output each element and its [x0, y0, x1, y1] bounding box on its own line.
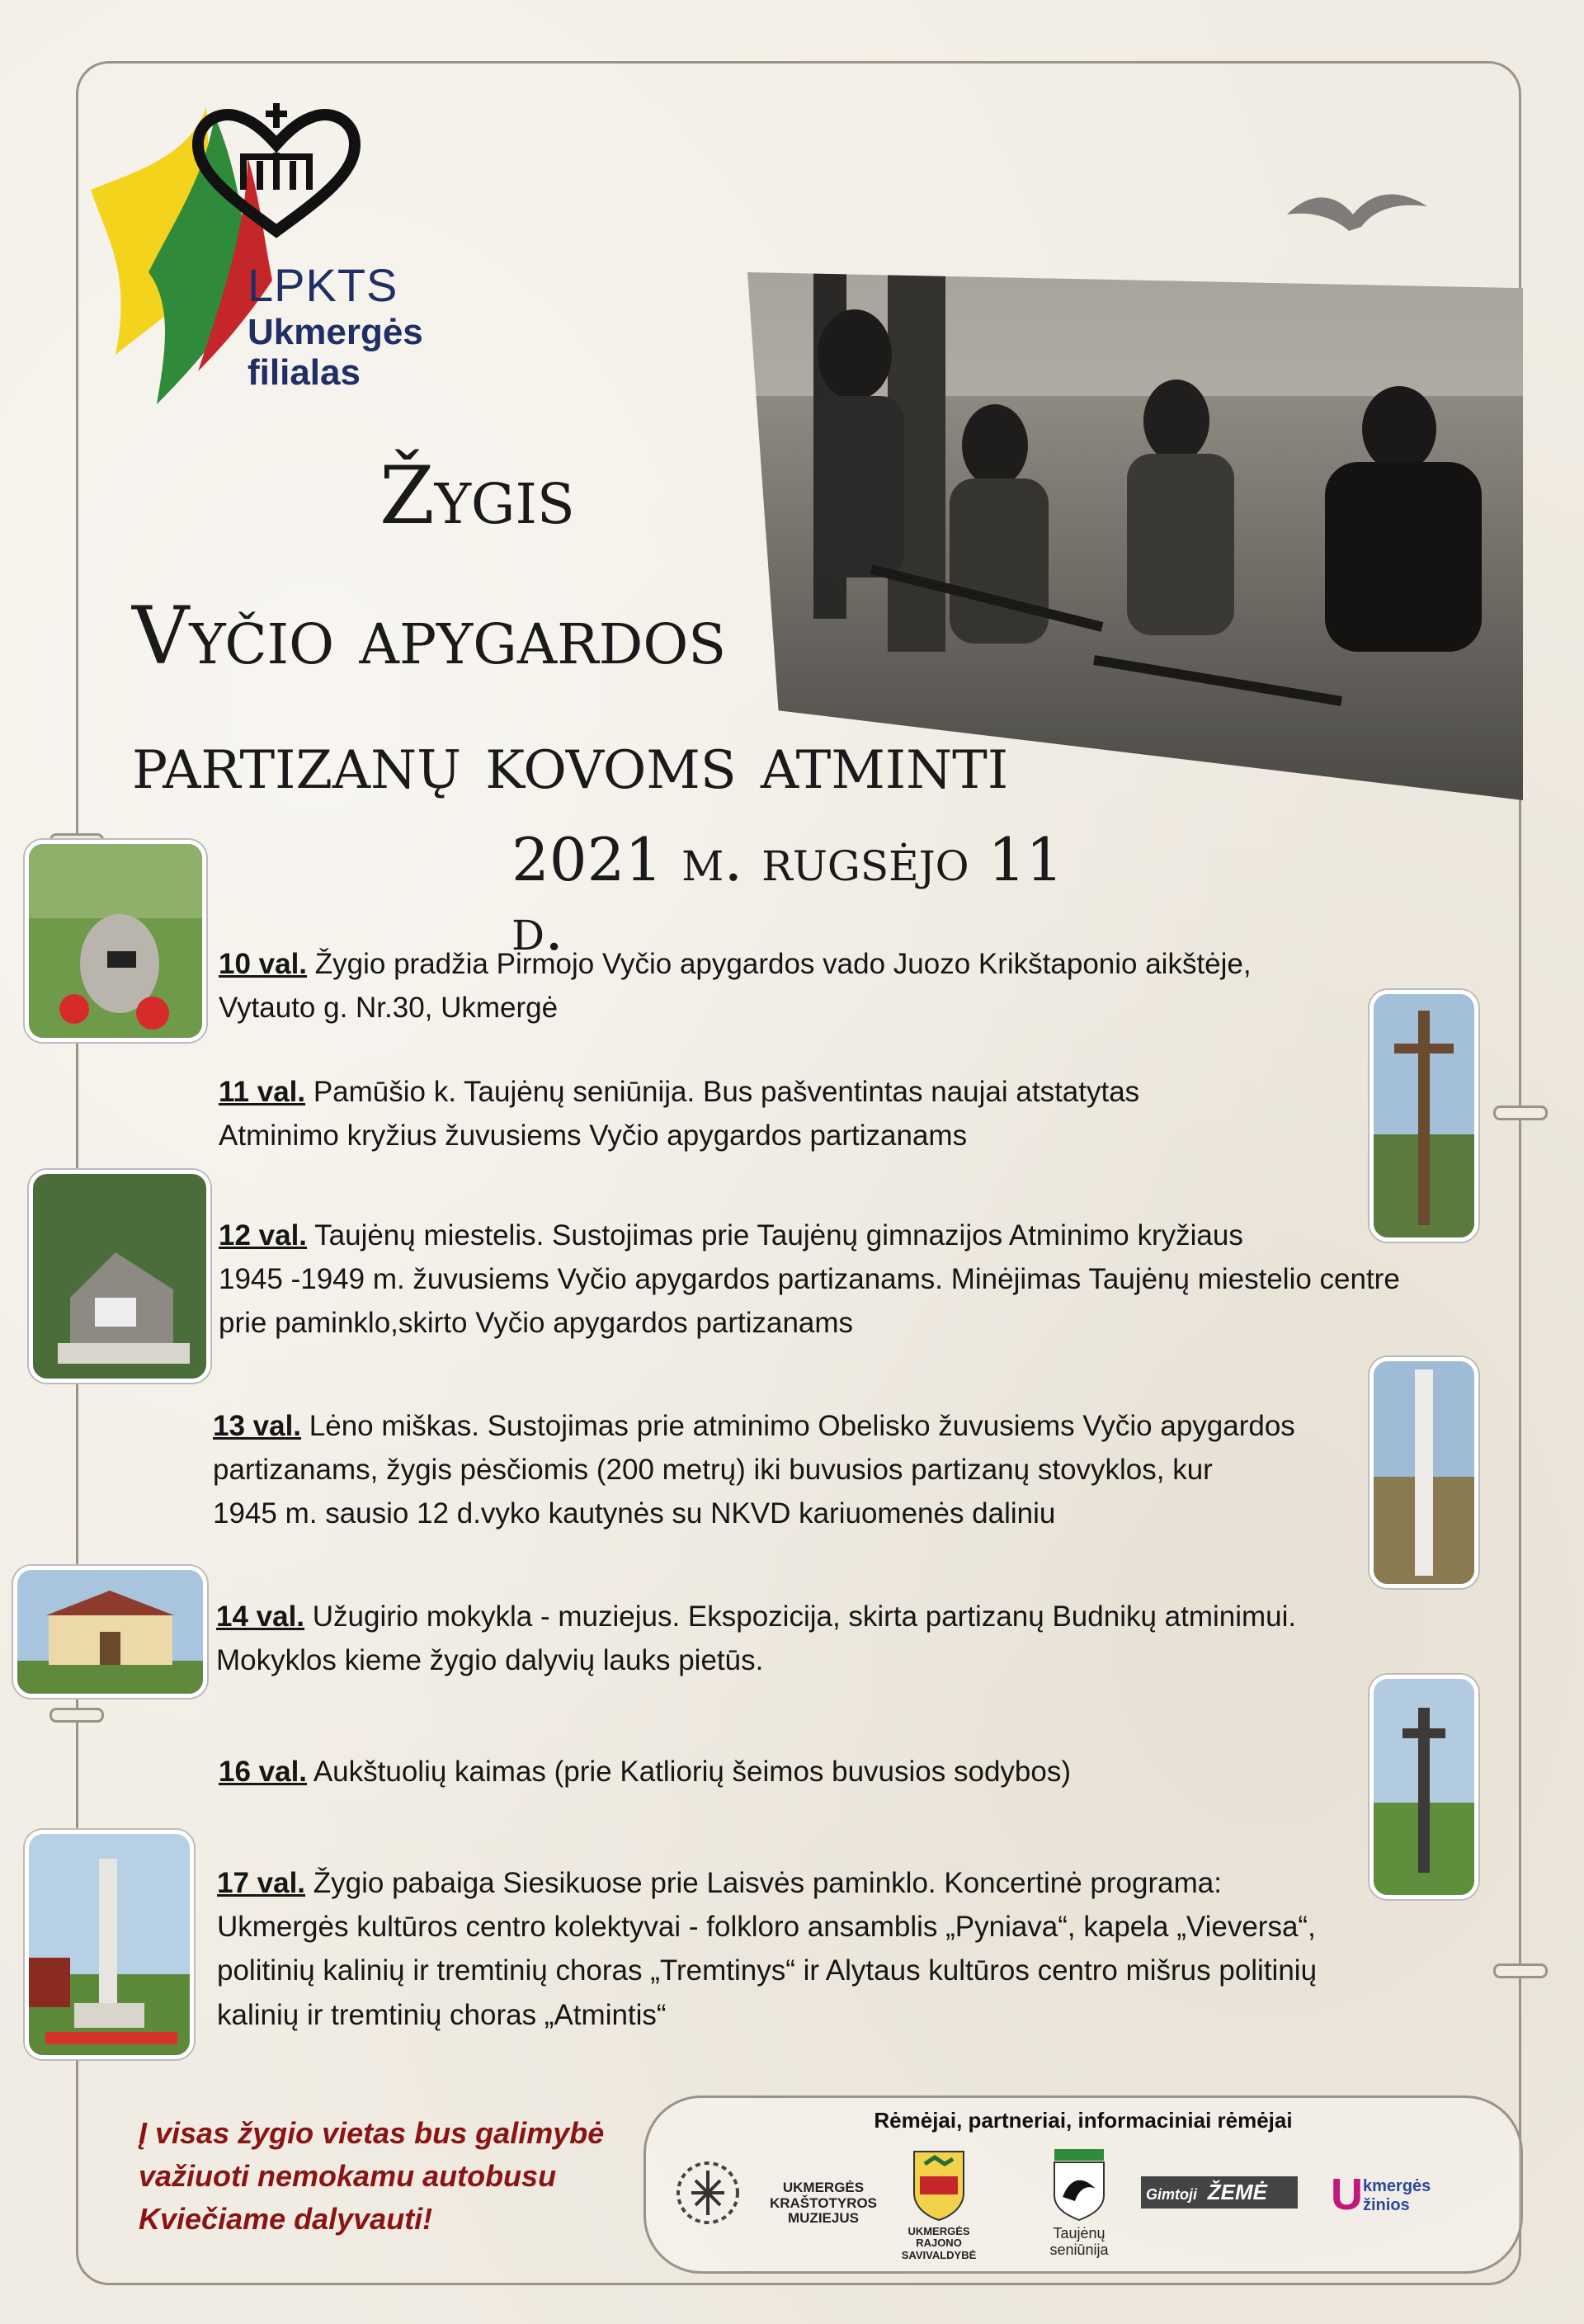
schedule-time: 14 val.: [216, 1600, 305, 1633]
logo-text: [248, 260, 423, 393]
schedule-item-13: [213, 1404, 1368, 1536]
bus-note-line: važiuoti nemokamu autobusu: [139, 2159, 557, 2194]
schedule-time: 17 val.: [217, 1867, 306, 1899]
schedule-item-14: [216, 1595, 1470, 1682]
sponsors-title: Rėmėjai, partneriai, informaciniai rėmėjai: [874, 2108, 1293, 2133]
bus-note-line: Į visas žygio vietas bus galimybė: [139, 2116, 605, 2150]
logo-branch-city: Ukmergės: [248, 311, 423, 352]
taujenai-coat-of-arms-icon: [1050, 2147, 1108, 2222]
logo-branch-label: filialas: [248, 351, 361, 393]
schedule-text: politinių kalinių ir tremtinių choras „Tremtinys“ ir Alytaus kultūros centro mišrus politinių: [217, 1954, 1318, 1987]
title-line-3: partizanų kovoms atminti: [132, 718, 1009, 806]
schedule-text: 1945 -1949 m. žuvusiems Vyčio apygardos partizanams. Minėjimas Taujėnų miestelio centre: [219, 1263, 1400, 1296]
schedule-text: prie paminklo,skirto Vyčio apygardos partizanams: [219, 1307, 854, 1340]
schedule-time: 13 val.: [213, 1410, 302, 1442]
event-date: 2021 m. rugsėjo 11 d.: [512, 825, 1064, 964]
monument-photo-2: [29, 1170, 210, 1383]
schedule-time: 12 val.: [219, 1219, 308, 1252]
frame-ornament: [50, 1708, 104, 1723]
bus-note-line: Kviečiame dalyvauti!: [139, 2202, 433, 2237]
schedule-text: Lėno miškas. Sustojimas prie atminimo Obelisko žuvusiems Vyčio apygardos: [301, 1410, 1295, 1442]
schedule-text: 1945 m. sausio 12 d.vyko kautynės su NKVD kariuomenės daliniu: [213, 1497, 1056, 1530]
freedom-monument-photo: [25, 1830, 194, 2059]
title-line-2: Vyčio apygardos: [132, 590, 727, 682]
schedule-item-16: [219, 1750, 1291, 1794]
schedule-text: Pamūšio k. Taujėnų seniūnija. Bus pašventintas naujai atstatytas: [305, 1076, 1140, 1108]
schedule-text: Užugirio mokykla - muziejus. Ekspozicija, skirta partizanų Budnikų atminimui.: [304, 1600, 1297, 1633]
schedule-text: Vytauto g. Nr.30, Ukmergė: [219, 992, 559, 1025]
schedule-text: Žygio pradžia Pirmojo Vyčio apygardos vado Juozo Krikštaponio aikštėje,: [307, 948, 1252, 980]
zinios-bottom: žinios: [1363, 2196, 1410, 2214]
frame-ornament: [1493, 1105, 1548, 1120]
obelisk-photo: [1370, 1357, 1478, 1588]
schedule-item-17: [217, 1861, 1504, 2037]
taujenai-logo: [1030, 2147, 1129, 2259]
bus-note: [139, 2112, 667, 2242]
museum-emblem-icon: [671, 2156, 745, 2230]
taujenai-name: Taujėnų seniūnija: [1049, 2225, 1109, 2258]
schedule-text: partizanams, žygis pėsčiomis (200 metrų) iki buvusios partizanų stovyklos, kur: [213, 1454, 1213, 1487]
monument-photo-1: [25, 840, 206, 1042]
ukmerges-zinios-logo: [1331, 2172, 1463, 2217]
schedule-text: Ukmergės kultūros centro kolektyvai - folkloro ansamblis „Pyniava“, kapela „Vieversa“,: [217, 1911, 1316, 1944]
logo-name: LPKTS: [248, 259, 398, 311]
schedule-item-11: [219, 1070, 1357, 1157]
museum-name: UKMERGĖS KRAŠTOTYROS MUZIEJUS: [769, 2180, 878, 2227]
zeme-label: ŽEMĖ: [1207, 2180, 1267, 2204]
title-line-1: Žygis: [380, 450, 575, 542]
school-museum-photo: [13, 1566, 207, 1698]
schedule-text: kalinių ir tremtinių choras „Atmintis“: [217, 1998, 667, 2031]
gimtoji-zeme-logo: [1141, 2176, 1298, 2218]
zinios-letter: U: [1331, 2170, 1363, 2219]
gimtoji-label: Gimtoji: [1146, 2186, 1197, 2203]
schedule-time: 16 val.: [219, 1756, 308, 1788]
schedule-time: 10 val.: [219, 948, 308, 980]
zinios-top: kmergės: [1363, 2177, 1431, 2195]
schedule-text: Žygio pabaiga Siesikuose prie Laisvės paminklo. Koncertinė programa:: [305, 1867, 1222, 1899]
ukmerge-coat-of-arms-icon: [910, 2147, 968, 2222]
schedule-time: 11 val.: [219, 1076, 306, 1108]
schedule-text: Mokyklos kieme žygio dalyvių lauks pietūs.: [216, 1644, 764, 1677]
municipality-logo: [889, 2147, 988, 2261]
schedule-item-10: [219, 942, 1456, 1030]
schedule-text: Atminimo kryžius žuvusiems Vyčio apygardos partizanams: [219, 1120, 968, 1153]
schedule-item-12: [219, 1214, 1506, 1346]
sponsors-box: [644, 2095, 1523, 2274]
municipality-name: UKMERGĖS RAJONO SAVIVALDYBĖ: [901, 2225, 977, 2261]
schedule-text: Aukštuolių kaimas (prie Katliorių šeimos buvusios sodybos): [307, 1756, 1072, 1788]
schedule-text: Taujėnų miestelis. Sustojimas prie Taujėnų gimnazijos Atminimo kryžiaus: [307, 1219, 1243, 1252]
